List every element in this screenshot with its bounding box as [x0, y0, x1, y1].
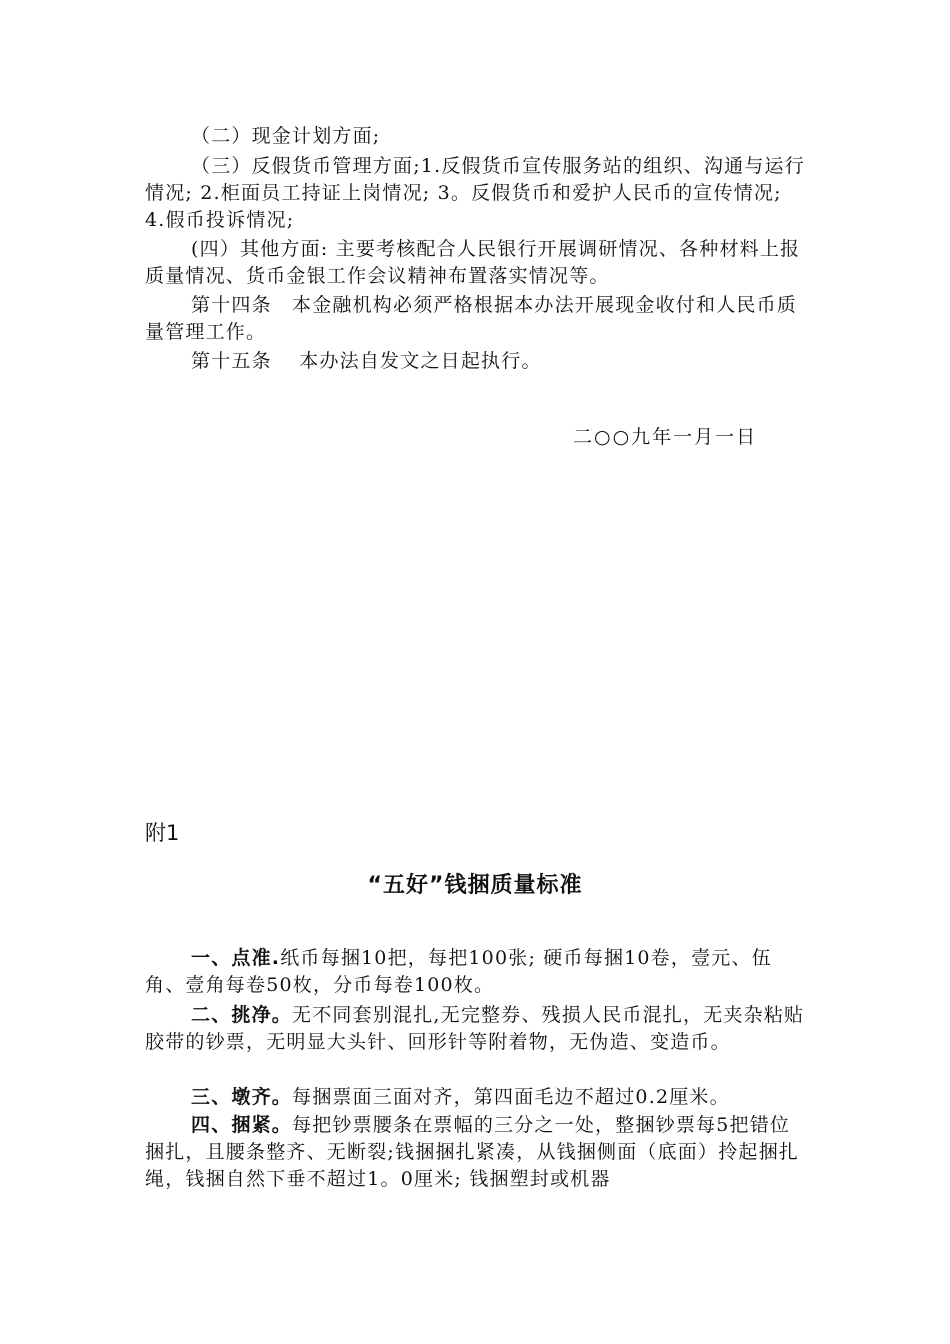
standard-heading: 二、挑净。: [191, 1004, 293, 1026]
attachment-number: 1: [166, 821, 180, 845]
paragraph-anti-counterfeit: （三）反假货币管理方面;1.反假货币宣传服务站的组织、沟通与运行情况; 2.柜面员工持证上岗情况; 3。反假货币和爱护人民币的宣传情况; 4.假币投诉情况;: [145, 155, 805, 231]
standard-text: 每把钞票腰条在票幅的三分之一处，整捆钞票每5把错位捆扎，且腰条整齐、无断裂;钱捆捆扎紧凑，从钱捆侧面（底面）拎起捆扎绳，钱捆自然下垂不超过1。0厘米; 钱捆塑封或机器: [145, 1114, 800, 1190]
standard-heading: 一、点准.: [191, 947, 281, 969]
paragraph-article-14: 第十四条 本金融机构必须严格根据本办法开展现金收付和人民币质量管理工作。: [145, 294, 798, 343]
attachment-label-text: 附: [145, 821, 166, 845]
paragraph-other-aspects: (四）其他方面: 主要考核配合人民银行开展调研情况、各种材料上报质量情况、货币金银工作会议精神布置落实情况等。: [145, 238, 801, 287]
standard-heading: 四、捆紧。: [191, 1114, 293, 1136]
attachment-label: [145, 817, 179, 847]
paragraph-cash-plan: （二）现金计划方面;: [191, 125, 381, 147]
standard-item-3: [145, 1084, 805, 1111]
standard-text: 无不同套别混扎,无完整券、残损人民币混扎，无夹杂粘贴胶带的钞票，无明显大头针、回形针等附着物，无伪造、变造币。: [145, 1004, 805, 1053]
standard-text: 纸币每捆10把，每把100张; 硬币每捆10卷，壹元、伍角、壹角每卷50枚，分币每卷100枚。: [145, 947, 772, 996]
standard-item-4: [145, 1112, 805, 1193]
document-date: 二○○九年一月一日: [573, 426, 758, 448]
standard-text: 每捆票面三面对齐，第四面毛边不超过0.2厘米。: [292, 1086, 730, 1108]
standard-item-1: [145, 945, 805, 999]
paragraph-article-15: 第十五条 本办法自发文之日起执行。: [191, 350, 542, 372]
section-title: “五好”钱捆质量标准: [367, 873, 583, 898]
standard-item-2: [145, 1002, 805, 1056]
standard-heading: 三、墩齐。: [191, 1086, 293, 1108]
